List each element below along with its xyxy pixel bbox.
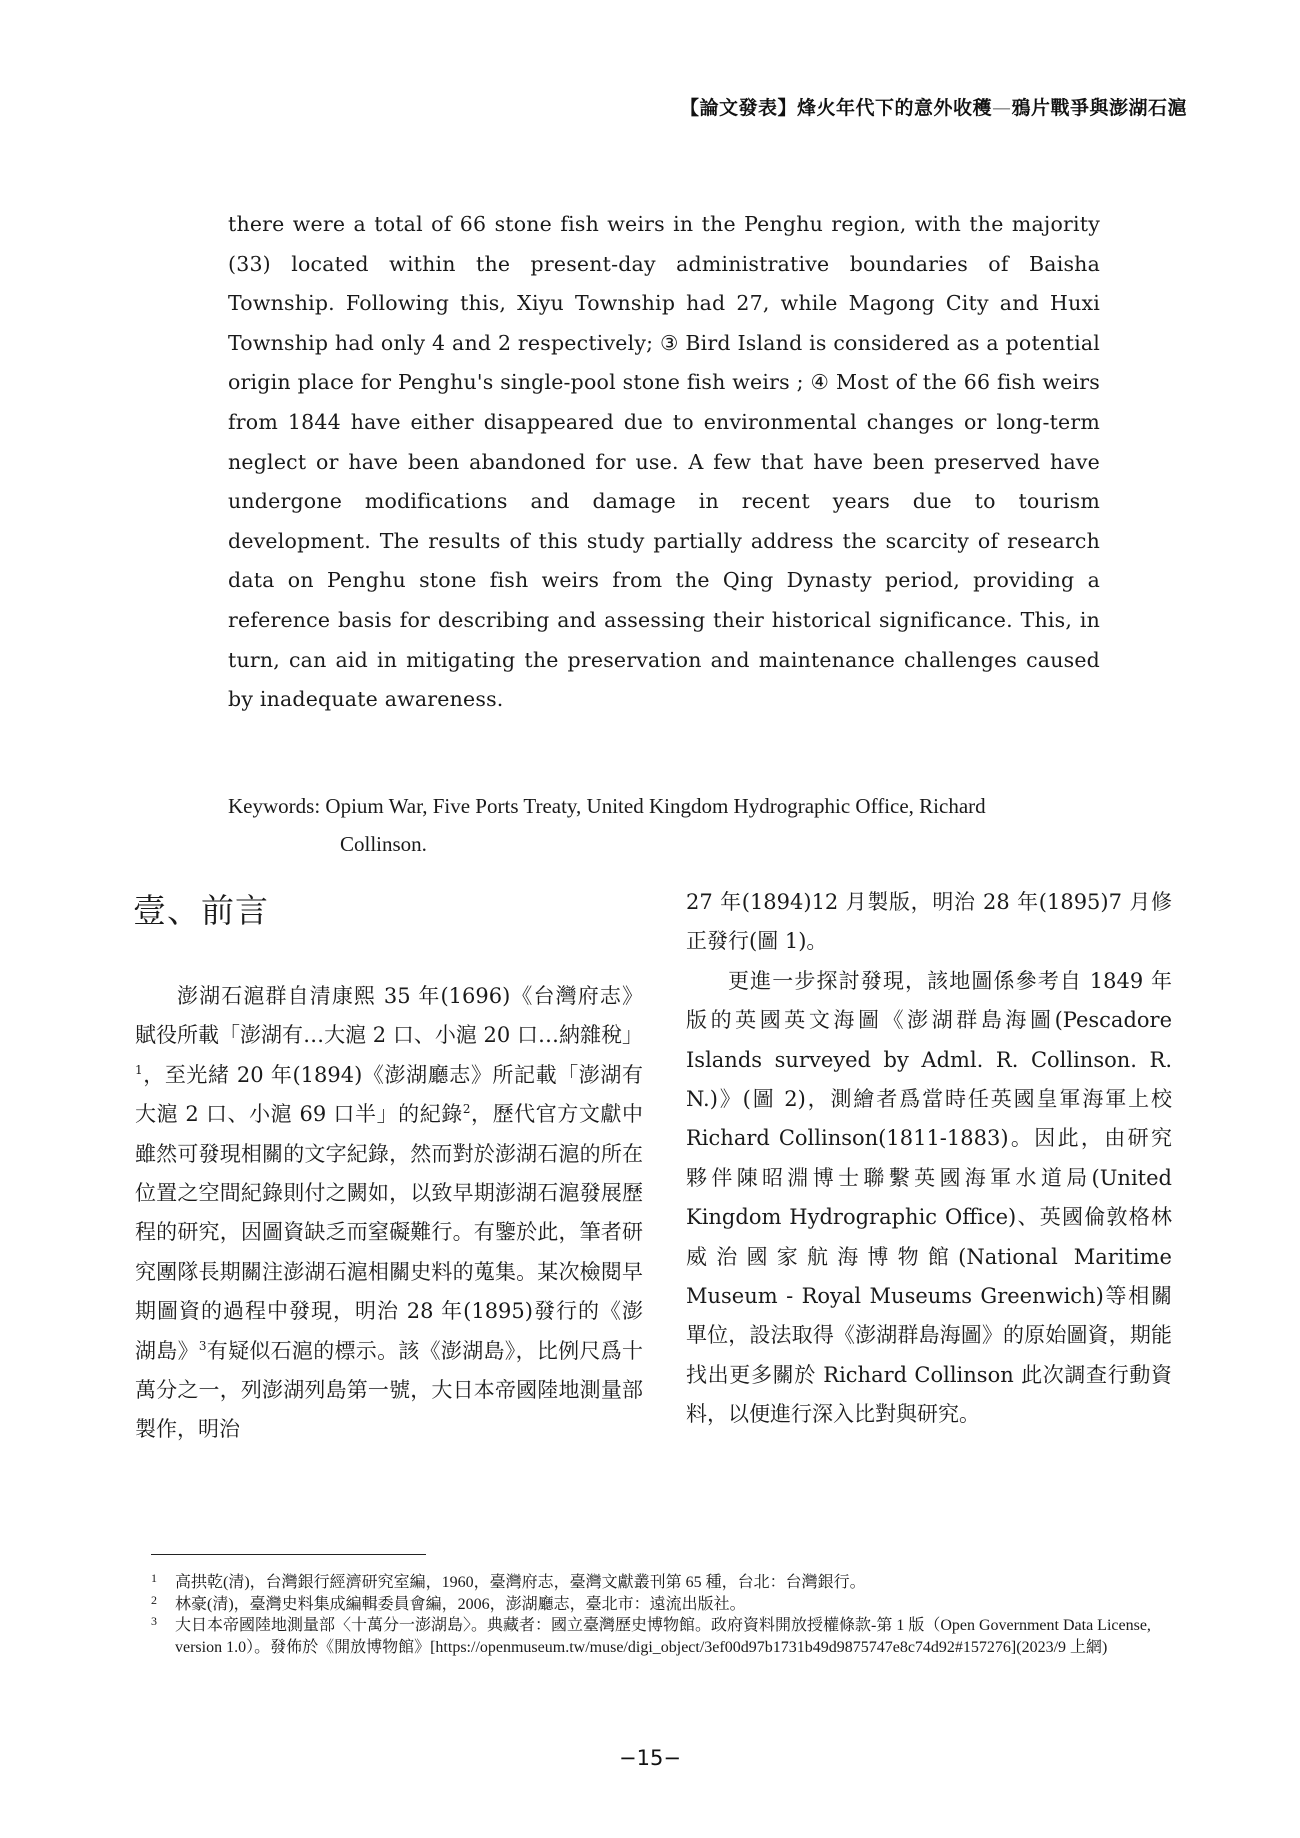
footnote-text: 大日本帝國陸地測量部〈十萬分一澎湖島〉。典藏者：國立臺灣歷史博物館。政府資料開放授權條款-第 1 版（Open Government Data License, version 1.0）。發佈於《開放博物館》[https://openmuseum.tw/muse/digi_object/3ef00d97b1731b49d9875747e8c74d92#157276](2023/9 上網): [175, 1617, 1151, 1656]
left-column: [135, 977, 643, 1450]
running-title-suffix: 鴉片戰爭與澎湖石滬: [1011, 97, 1187, 119]
abstract: [228, 205, 1100, 720]
section-heading: 壹、前言: [133, 891, 269, 930]
footnote-text: 高拱乾(清)，台灣銀行經濟研究室編，1960，臺灣府志，臺灣文獻叢刊第 65 種，台北：台灣銀行。: [175, 1574, 866, 1591]
footnote-2: [151, 1594, 1175, 1616]
footnote-number: 2: [151, 1592, 157, 1607]
footnote-ref-1[interactable]: 1: [135, 1062, 143, 1077]
paragraph-text: ，歷代官方文獻中雖然可發現相關的文字紀錄，然而對於澎湖石滬的所在位置之空間紀錄則付之闕如，以致早期澎湖石滬發展歷程的研究，因圖資缺乏而窒礙難行。有鑒於此，筆者研究團隊長期關注澎湖石滬相關史料的蒐集。某次檢閱早期圖資的過程中發現，明治 28 年(1895)發行的《澎湖島》: [135, 1102, 643, 1363]
running-header: [680, 93, 1187, 120]
footnote-text: 林豪(清)，臺灣史料集成編輯委員會編，2006，澎湖廳志，臺北市：遠流出版社。: [175, 1595, 746, 1613]
footnote-divider: [151, 1554, 426, 1555]
footnote-ref-2[interactable]: 2: [462, 1102, 471, 1117]
keywords: [228, 787, 1100, 863]
footnote-ref-3[interactable]: 3: [198, 1338, 207, 1353]
footnote-number: 3: [151, 1614, 157, 1628]
running-title-dash: —: [991, 97, 1012, 119]
page-number: −15−: [619, 1746, 681, 1770]
keywords-line1: Opium War, Five Ports Treaty, United Kingdom Hydrographic Office, Richard: [325, 794, 986, 818]
running-title-prefix: 【論文發表】烽火年代下的意外收穫: [679, 97, 992, 119]
right-column: [686, 883, 1172, 1435]
paragraph-continued: 27 年(1894)12 月製版，明治 28 年(1895)7 月修正發行(圖 1)。: [686, 890, 1172, 954]
paragraph-text: 澎湖石滬群自清康熙 35 年(1696)《台灣府志》賦役所載「澎湖有…大滬 2 口、小滬 20 口…納雜稅」: [135, 984, 643, 1048]
paragraph: [135, 977, 643, 1450]
paragraph-text: ，至光緒 20 年(1894)《澎湖廳志》所記載「澎湖有大滬 2 口、小滬 69 口半」的紀錄: [135, 1062, 643, 1127]
footnote-3: [151, 1615, 1175, 1658]
paragraph-text: 有疑似石滬的標示。該《澎湖島》，比例尺爲十萬分之一，列澎湖列島第一號，大日本帝國陸地測量部製作，明治: [135, 1338, 644, 1442]
footnote-number: 1: [151, 1571, 157, 1585]
abstract-text: there were a total of 66 stone fish weirs in the Penghu region, with the majority (33) located within the present-day administrative boundaries of Baisha Township. Following this, Xiyu Township had 27, while Magong City and Huxi Township had only 4 and 2 respectively; ③ Bird Island is considered as a potential origin place for Penghu's single-pool stone fish weirs ; ④ Most of the 66 fish weirs from 1844 have either disappeared due to environmental changes or long-term neglect or have been abandoned for use. A few that have been preserved have undergone modifications and damage in recent years due to tourism development. The results of this study partially address the scarcity of research data on Penghu stone fish weirs from the Qing Dynasty period, providing a reference basis for describing and assessing their historical significance. This, in turn, can aid in mitigating the preservation and maintenance challenges caused by inadequate awareness.: [228, 212, 1100, 712]
keywords-line2: Collinson.: [340, 832, 427, 856]
footnotes: [151, 1572, 1175, 1658]
paragraph: 更進一步探討發現，該地圖係參考自 1849 年版的英國英文海圖《澎湖群島海圖(Pescadore Islands surveyed by Adml. R. Collinson. R. N.)》(圖 2)，測繪者爲當時任英國皇軍海軍上校 Richard Collinson(1811-1883)。因此，由研究夥伴陳昭淵博士聯繫英國海軍水道局(United Kingdom Hydrographic Office)、英國倫敦格林威治國家航海博物館(National Maritime Museum - Royal Museums Greenwich)等相關單位，設法取得《澎湖群島海圖》的原始圖資，期能找出更多關於 Richard Collinson 此次調查行動資料，以便進行深入比對與研究。: [686, 968, 1172, 1427]
footnote-1: [151, 1572, 1175, 1594]
keywords-label: Keywords:: [228, 794, 326, 818]
